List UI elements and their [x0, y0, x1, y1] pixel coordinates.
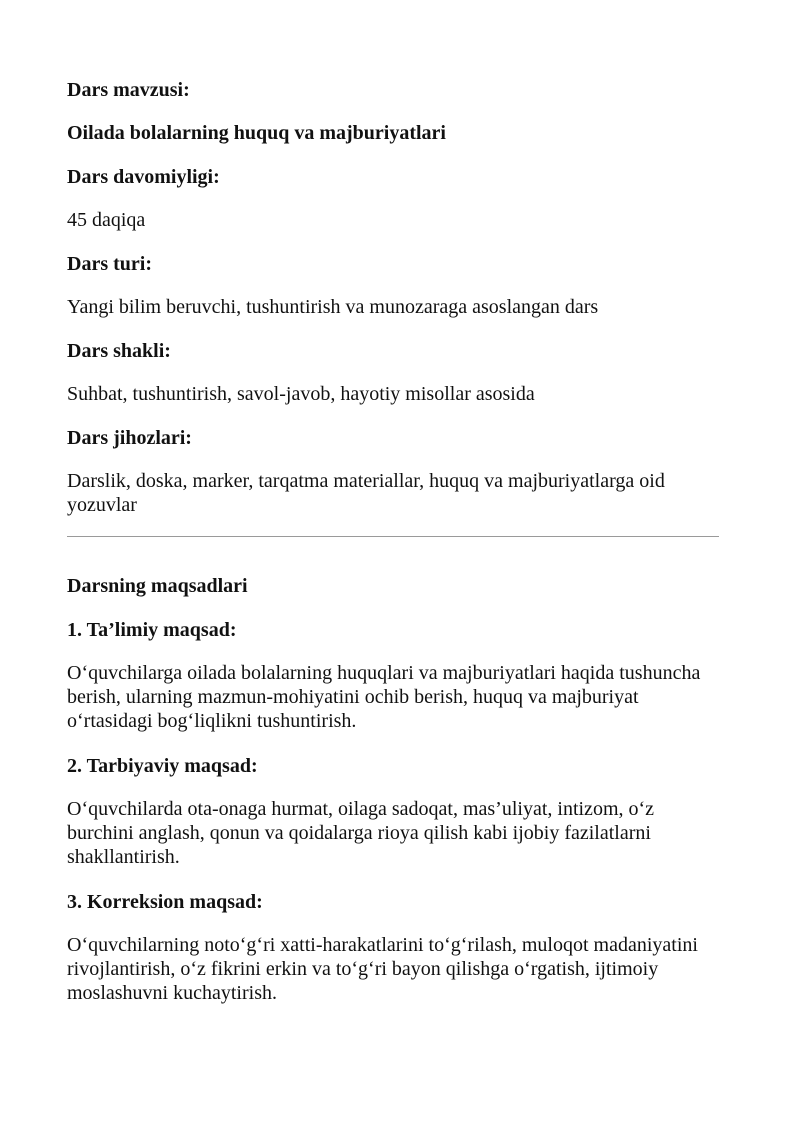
section-divider	[67, 536, 719, 537]
goal-title-1: 1. Ta’limiy maqsad:	[67, 619, 237, 641]
topic-label: Dars mavzusi:	[67, 79, 190, 101]
duration-value: 45 daqiqa	[67, 209, 146, 231]
goals-heading: Darsning maqsadlari	[67, 575, 248, 597]
goal-title-3: 3. Korreksion maqsad:	[67, 891, 263, 913]
type-label: Dars turi:	[67, 253, 152, 275]
goal-title-2: 2. Tarbiyaviy maqsad:	[67, 755, 258, 777]
goal-text-2: O‘quvchilarda ota-onaga hurmat, oilaga sadoqat, mas’uliyat, intizom, o‘z burchini anglash, qonun va qoidalarga rioya qilish kabi ijobiy fazilatlarni shakllantirish.	[67, 798, 655, 868]
form-label: Dars shakli:	[67, 340, 171, 362]
goal-text-3: O‘quvchilarning noto‘g‘ri xatti-harakatlarini to‘g‘rilash, muloqot madaniyatini rivojlantirish, o‘z fikrini erkin va to‘g‘ri bayon qilishga o‘rgatish, ijtimoiy moslashuvni kuchaytirish.	[67, 934, 698, 1004]
goal-text-1: O‘quvchilarga oilada bolalarning huquqlari va majburiyatlari haqida tushuncha berish, ularning mazmun-mohiyatini ochib berish, huquq va majburiyat o‘rtasidagi bog‘liqlikni tushuntirish.	[67, 662, 701, 732]
form-value: Suhbat, tushuntirish, savol-javob, hayotiy misollar asosida	[67, 383, 535, 405]
equipment-label: Dars jihozlari:	[67, 427, 192, 449]
equipment-value: Darslik, doska, marker, tarqatma materiallar, huquq va majburiyatlarga oid yozuvlar	[67, 470, 665, 516]
duration-label: Dars davomiyligi:	[67, 166, 220, 188]
type-value: Yangi bilim beruvchi, tushuntirish va munozaraga asoslangan dars	[67, 296, 599, 318]
topic-value: Oilada bolalarning huquq va majburiyatlari	[67, 122, 446, 144]
